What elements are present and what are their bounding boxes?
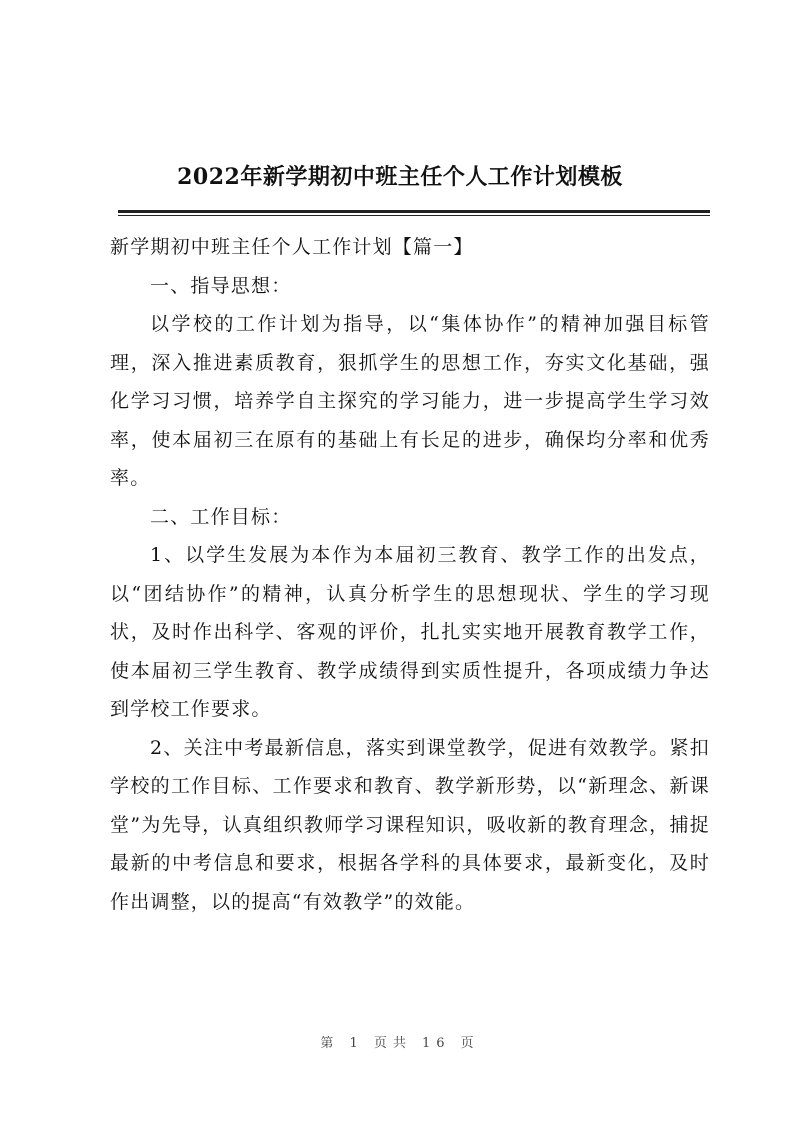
subheading-work-goals: 二、工作目标： xyxy=(150,505,292,528)
paragraph: 2、关注中考最新信息，落实到课堂教学，促进有效教学。紧扣学校的工作目标、工作要求和教育、教学新形势，以“新理念、新课堂”为先导，认真组织教师学习课程知识，吸收新的教育理念，捕捉最新的中考信息和要求，根据各学科的具体要求，最新变化，及时作出调整，以的提高“有效教学”的效能。 xyxy=(110,736,710,913)
paragraph: 1、以学生发展为本作为本届初三教育、教学工作的出发点，以“团结协作”的精神，认真分析学生的思想现状、学生的学习现状，及时作出科学、客观的评价，扎扎实实地开展教育教学工作，使本届初三学生教育、教学成绩得到实质性提升，各项成绩力争达到学校工作要求。 xyxy=(110,544,710,720)
page-footer: 第 1 页共 16 页 xyxy=(320,1036,480,1051)
document-title: 2022年新学期初中班主任个人工作计划模板 xyxy=(177,164,623,190)
section-heading: 新学期初中班主任个人工作计划【篇一】 xyxy=(110,236,474,258)
title-rule-thin xyxy=(118,215,710,216)
subheading-guiding-thought: 一、指导思想： xyxy=(150,274,292,297)
document-body xyxy=(110,228,710,921)
title-rule-thick xyxy=(118,210,710,213)
paragraph: 以学校的工作计划为指导，以“集体协作”的精神加强目标管理，深入推进素质教育，狠抓学生的思想工作，夯实文化基础，强化学习习惯，培养学自主探究的学习能力，进一步提高学生学习效率，使本届初三在原有的基础上有长足的进步，确保均分率和优秀率。 xyxy=(110,313,710,489)
